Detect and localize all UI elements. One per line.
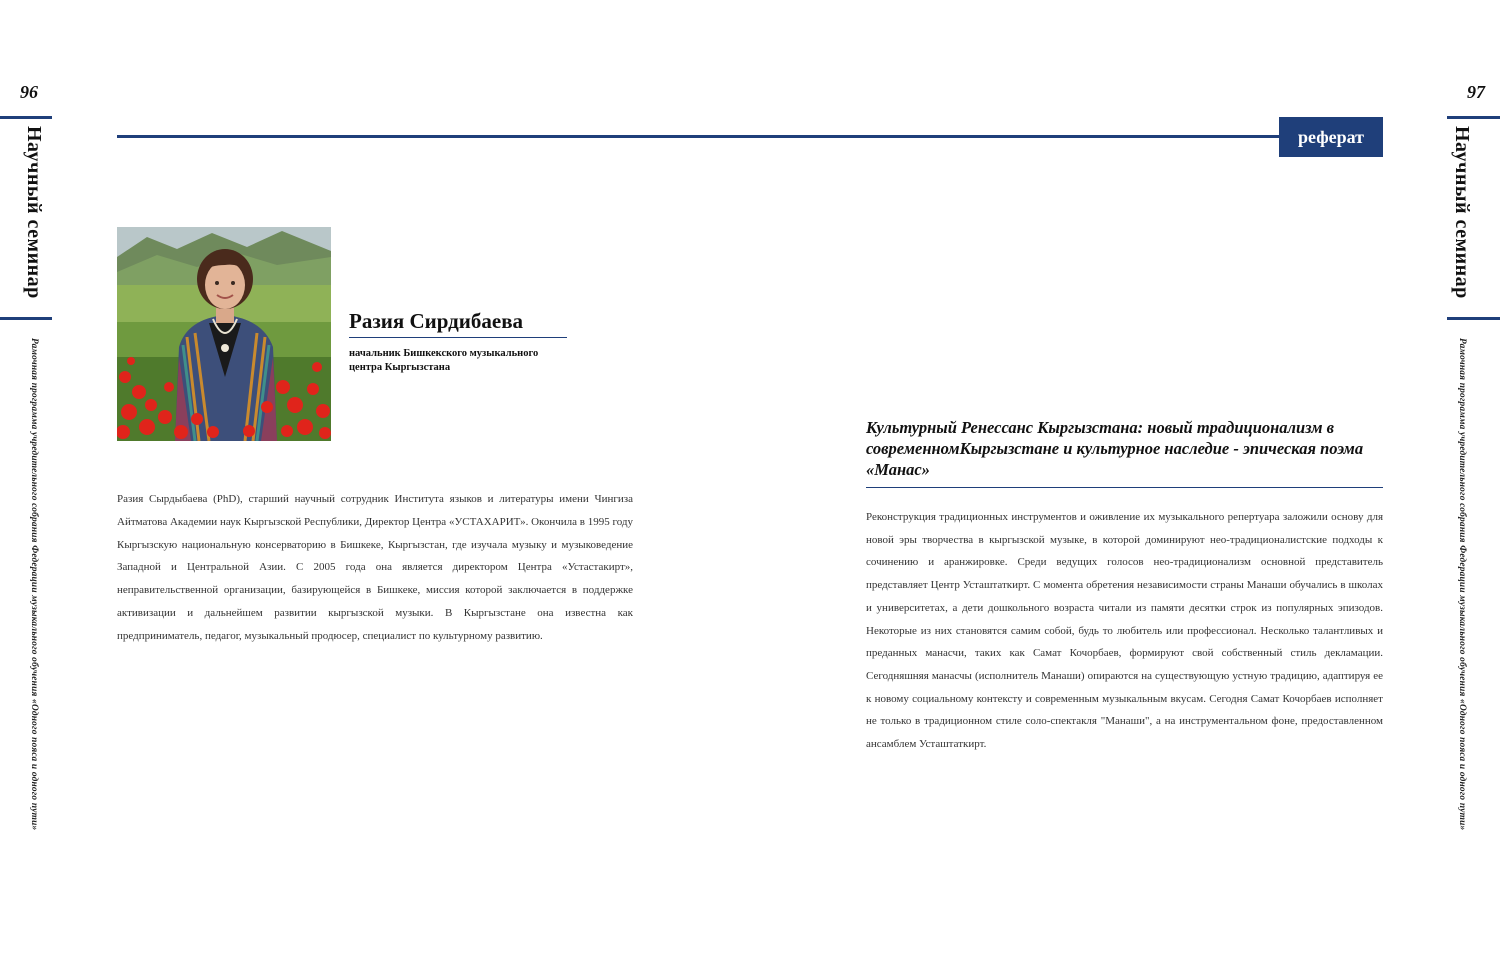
page-number-left: 96: [20, 82, 38, 102]
page-number-right: 97: [1467, 82, 1485, 102]
program-title-right: Рамочная программа учредительного собрания Федерации музыкального обучения «Одного пояса и одного пути»: [1457, 338, 1467, 831]
margin-rule-bottom-left: [0, 317, 52, 320]
biography-text: Разия Сырдыбаева (PhD), старший научный сотрудник Института языков и литературы имени Чингиза Айтматова Академии наук Кыргызской Республики, Директор Центра «УСТАХАРИТ». Окончила в 1995 году Кыргызскую национальную консерваторию в Бишкеке, Кыргызстан, где изучала музыку и музыковедение Западной и Центральной Азии. С 2005 года она является директором Центра «Устастакирт», неправительственной организации, базирующейся в Бишкеке, миссия которой заключается в поддержке активизации и дальнейшем развитии кыргызской музыки. В Кыргызстане она известна как предприниматель, педагог, музыкальный продюсер, специалист по культурному развитию.: [117, 493, 633, 642]
header-rule: [117, 135, 1280, 138]
abstract-title-underline: [866, 487, 1383, 488]
person-name: Разия Сирдибаева: [349, 309, 524, 333]
section-title-left: Научный семинар: [23, 126, 45, 299]
name-underline: [349, 337, 567, 338]
section-tag: реферат: [1279, 117, 1383, 157]
abstract-title: Культурный Ренессанс Кыргызстана: новый традиционализм в современномКыргызстане и культурное наследие - эпическая поэма «Манас»: [866, 418, 1364, 479]
program-title-left: Рамочная программа учредительного собрания Федерации музыкального обучения «Одного пояса и одного пути»: [29, 338, 39, 831]
margin-rule-top-right: [1447, 116, 1500, 119]
section-title-right: Научный семинар: [1451, 126, 1473, 299]
portrait-photo: [117, 227, 331, 441]
margin-rule-top-left: [0, 116, 52, 119]
person-role: начальник Бишкекского музыкального центра Кыргызстана: [349, 348, 539, 373]
abstract-text: Реконструкция традиционных инструментов и оживление их музыкального репертуара заложили основу для новой эры творчества в кыргызской музыке, в которой доминируют нео-традиционалистские подходы к сочинению и аранжировке. Среди ведущих голосов нео-традиционализм основной представитель представляет Центр Усташтаткирт. С момента обретения независимости страны Манаши обучались в школах и университетах, а дети дошкольного возраста читали из памяти десятки строк из популярных эпизодов. Некоторые из них становятся самим собой, будь то любитель или профессионал. Несколько талантливых и преданных манасчи, таких как Самат Кочорбаев, формируют свой собственный стиль декламации. Сегодняшняя манасчы (исполнитель Манаши) опираются на существующую устную традицию, адаптируя ее к новому социальному контексту и современным музыкальным вкусам. Сегодня Самат Кочорбаев исполняет не только в традиционном стиле соло-спектакля "Манаши", а на инструментальном фоне, предоставленном ансамблем Усташтаткирт.: [866, 511, 1383, 751]
margin-rule-bottom-right: [1447, 317, 1500, 320]
